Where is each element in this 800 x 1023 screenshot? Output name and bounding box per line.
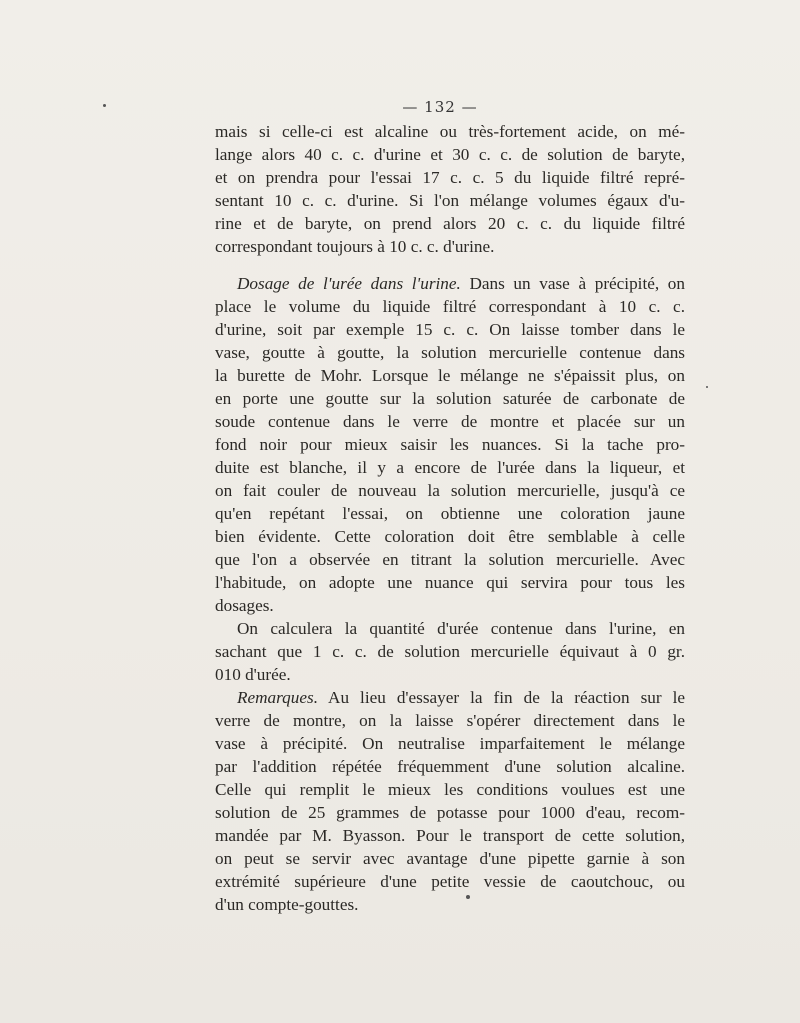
text-line: verre de montre, on la laisse s'opérer directement dans le <box>215 711 685 730</box>
text-line: sachant que 1 c. c. de solution mercurielle équivaut à 0 gr. <box>215 642 685 661</box>
text-line: correspondant toujours à 10 c. c. d'urine. <box>215 237 495 256</box>
text-line <box>215 686 685 709</box>
text-line: d'urine, soit par exemple 15 c. c. On laisse tomber dans le <box>215 320 685 339</box>
text-line: lange alors 40 c. c. d'urine et 30 c. c. de solution de baryte, <box>215 145 685 164</box>
text-line: Celle qui remplit le mieux les conditions voulues est une <box>215 780 685 799</box>
paragraph-4 <box>215 686 685 916</box>
heading-line-rest: Dans un vase à précipité, on <box>460 274 685 293</box>
text-line: qu'en repétant l'essai, on obtienne une coloration jaune <box>215 504 685 523</box>
text-line: vase, goutte à goutte, la solution mercurielle contenue dans <box>215 343 685 362</box>
scan-speck <box>466 895 470 899</box>
paragraph-2 <box>215 272 685 617</box>
paragraph-gap <box>215 258 685 272</box>
text-line: bien évidente. Cette coloration doit être semblable à celle <box>215 527 685 546</box>
text-line: la burette de Mohr. Lorsque le mélange ne s'épaissit plus, on <box>215 366 685 385</box>
text-line: On calculera la quantité d'urée contenue dans l'urine, en <box>237 619 685 638</box>
text-line: dosages. <box>215 596 274 615</box>
text-line: place le volume du liquide filtré correspondant à 10 c. c. <box>215 297 685 316</box>
text-line: d'un compte-gouttes. <box>215 895 359 914</box>
text-line <box>215 272 685 295</box>
text-line: sentant 10 c. c. d'urine. Si l'on mélange volumes égaux d'u- <box>215 191 685 210</box>
section-heading-remarques: Remarques. <box>237 688 318 707</box>
text-line: mais si celle-ci est alcaline ou très-fortement acide, on mé- <box>215 122 685 141</box>
section-heading-dosage: Dosage de l'urée dans l'urine. <box>237 274 461 293</box>
text-line: et on prendra pour l'essai 17 c. c. 5 du liquide filtré repré- <box>215 168 685 187</box>
text-line: mandée par M. Byasson. Pour le transport de cette solution, <box>215 826 685 845</box>
page-number: — 132 — <box>402 98 478 116</box>
paragraph-1 <box>215 120 685 258</box>
text-line: vase à précipité. On neutralise imparfaitement le mélange <box>215 734 685 753</box>
text-line: l'habitude, on adopte une nuance qui servira pour tous les <box>215 573 685 592</box>
scan-speck <box>706 386 708 388</box>
scan-speck <box>103 104 106 107</box>
text-line: on fait couler de nouveau la solution mercurielle, jusqu'à ce <box>215 481 685 500</box>
text-line: en porte une goutte sur la solution saturée de carbonate de <box>215 389 685 408</box>
text-line: solution de 25 grammes de potasse pour 1000 d'eau, recom- <box>215 803 685 822</box>
text-line: 010 d'urée. <box>215 665 291 684</box>
body-text <box>215 120 685 916</box>
text-line: par l'addition répétée fréquemment d'une solution alcaline. <box>215 757 685 776</box>
text-line: on peut se servir avec avantage d'une pipette garnie à son <box>215 849 685 868</box>
text-line: que l'on a observée en titrant la solution mercurielle. Avec <box>215 550 685 569</box>
text-line: extrémité supérieure d'une petite vessie de caoutchouc, ou <box>215 872 685 891</box>
text-line: rine et de baryte, on prend alors 20 c. c. du liquide filtré <box>215 214 685 233</box>
text-line: soude contenue dans le verre de montre et placée sur un <box>215 412 685 431</box>
heading-line-rest: Au lieu d'essayer la fin de la réaction sur le <box>318 688 685 707</box>
text-line: duite est blanche, il y a encore de l'urée dans la liqueur, et <box>215 458 685 477</box>
text-line: fond noir pour mieux saisir les nuances. Si la tache pro- <box>215 435 685 454</box>
paragraph-3 <box>215 617 685 686</box>
